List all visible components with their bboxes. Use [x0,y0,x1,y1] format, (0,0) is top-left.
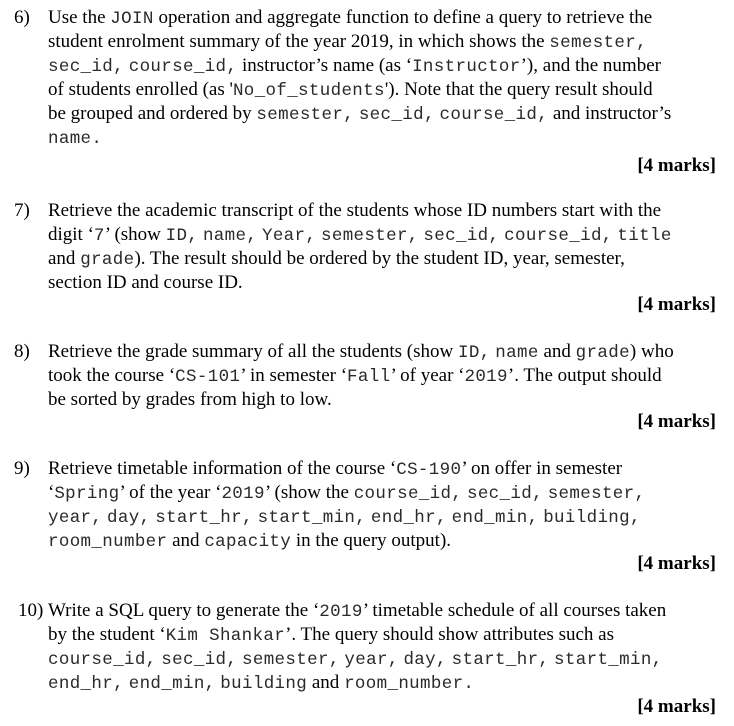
code-term: course_id, [353,484,463,504]
text-line: digit ‘7’ (show ID, name, Year, semester, sec_id, course_id, title [48,224,672,246]
code-term: Instructor [412,57,521,77]
code-term: Fall [347,367,391,387]
code-term: 2019 [221,484,265,504]
code-term: day, [403,650,447,670]
text-line: student enrolment summary of the year 2019, in which shows the semester, [48,31,647,53]
text-line: took the course ‘CS-101’ in semester ‘Fall’ of year ‘2019’. The output should [48,365,662,387]
code-term: semester, [242,650,340,670]
code-term: start_min, [257,508,367,528]
code-term: course_id, [504,226,613,246]
code-term: grade [80,250,135,270]
code-term: sec_id, [358,105,435,125]
code-term: end_min, [128,674,216,694]
question-text [48,457,720,553]
text-line: ‘Spring’ of the year ‘2019’ (show the course_id, sec_id, semester, [48,482,646,504]
code-term: course_id, [48,650,157,670]
question-number: 7) [14,200,30,221]
text-line: end_hr, end_min, building and room_number. [48,672,475,694]
text-line: be sorted by grades from high to low. [48,389,332,410]
code-term: CS-190 [396,460,462,480]
code-term: sec_id, [466,484,543,504]
code-term: semester, [256,105,355,125]
text-line: Use the JOIN operation and aggregate function to define a query to retrieve the [48,7,653,29]
code-term: JOIN [110,9,154,29]
code-term: building, [543,508,641,528]
text-line: and grade). The result should be ordered by the student ID, year, semester, [48,248,625,270]
code-term: CS-101 [175,367,241,387]
code-term: sec_id, [48,57,124,77]
code-term: ID, [165,226,199,246]
text-line: Retrieve the academic transcript of the students whose ID numbers start with the [48,200,662,221]
marks-label: [4 marks] [637,294,716,315]
question-number: 6) [14,7,30,28]
code-term: course_id, [128,57,238,77]
code-term: capacity [204,532,292,552]
marks-label: [4 marks] [637,155,716,176]
code-term: name, [202,226,258,246]
code-term: Kim Shankar [165,626,286,646]
text-line: of students enrolled (as 'No_of_students'). Note that the query result should [48,79,653,101]
text-line: Retrieve the grade summary of all the students (show ID, name and grade) who [48,341,674,363]
text-line [48,647,720,671]
question-text [48,340,720,412]
code-term: sec_id, [161,650,238,670]
code-term: 2019 [464,367,508,387]
question-number: 10) [18,600,44,621]
text-line: sec_id, course_id, instructor’s name (as ‘Instructor’), and the number [48,55,661,77]
text-line: Retrieve timetable information of the course ‘CS-190’ on offer in semester [48,458,623,480]
code-term: Year, [261,226,317,246]
code-term: 2019 [319,602,363,622]
text-line: by the student ‘Kim Shankar’. The query should show attributes such as [48,624,614,646]
code-term: ID, [457,343,491,363]
code-term: name [495,343,539,363]
code-term: day, [107,508,151,528]
code-term: course_id, [439,105,549,125]
question-number: 9) [14,458,30,479]
code-term: building [220,674,308,694]
code-term: year, [48,508,103,528]
code-term: title [617,226,672,246]
text-line: be grouped and ordered by semester, sec_id, course_id, and instructor’s [48,103,672,125]
code-term: semester, [320,226,419,246]
text-line: room_number and capacity in the query output). [48,530,452,552]
code-term: semester, [547,484,646,504]
code-term: sec_id, [423,226,500,246]
question-text [48,6,720,150]
question-text [48,199,720,295]
code-term: room_number [48,532,168,552]
code-term: end_hr, [48,674,124,694]
code-term: start_hr, [451,650,550,670]
code-term: No_of_students [232,81,385,101]
code-term: start_min, [554,650,663,670]
code-term: semester, [549,33,647,53]
text-line: section ID and course ID. [48,272,243,293]
text-line [48,126,720,150]
code-term: grade [575,343,630,363]
text-line: Write a SQL query to generate the ‘2019’ timetable schedule of all courses taken [48,600,667,622]
text-line [48,505,720,529]
code-term: Spring [54,484,120,504]
code-term: end_min, [451,508,539,528]
marks-label: [4 marks] [637,411,716,432]
code-term: end_hr, [370,508,447,528]
code-term: 7 [93,226,105,246]
marks-label: [4 marks] [637,696,716,717]
marks-label: [4 marks] [637,553,716,574]
question-number: 8) [14,341,30,362]
question-text [48,599,720,695]
code-term: room_number. [344,674,475,694]
code-term: start_hr, [155,508,253,528]
code-term: name. [48,129,103,149]
code-term: year, [344,650,399,670]
